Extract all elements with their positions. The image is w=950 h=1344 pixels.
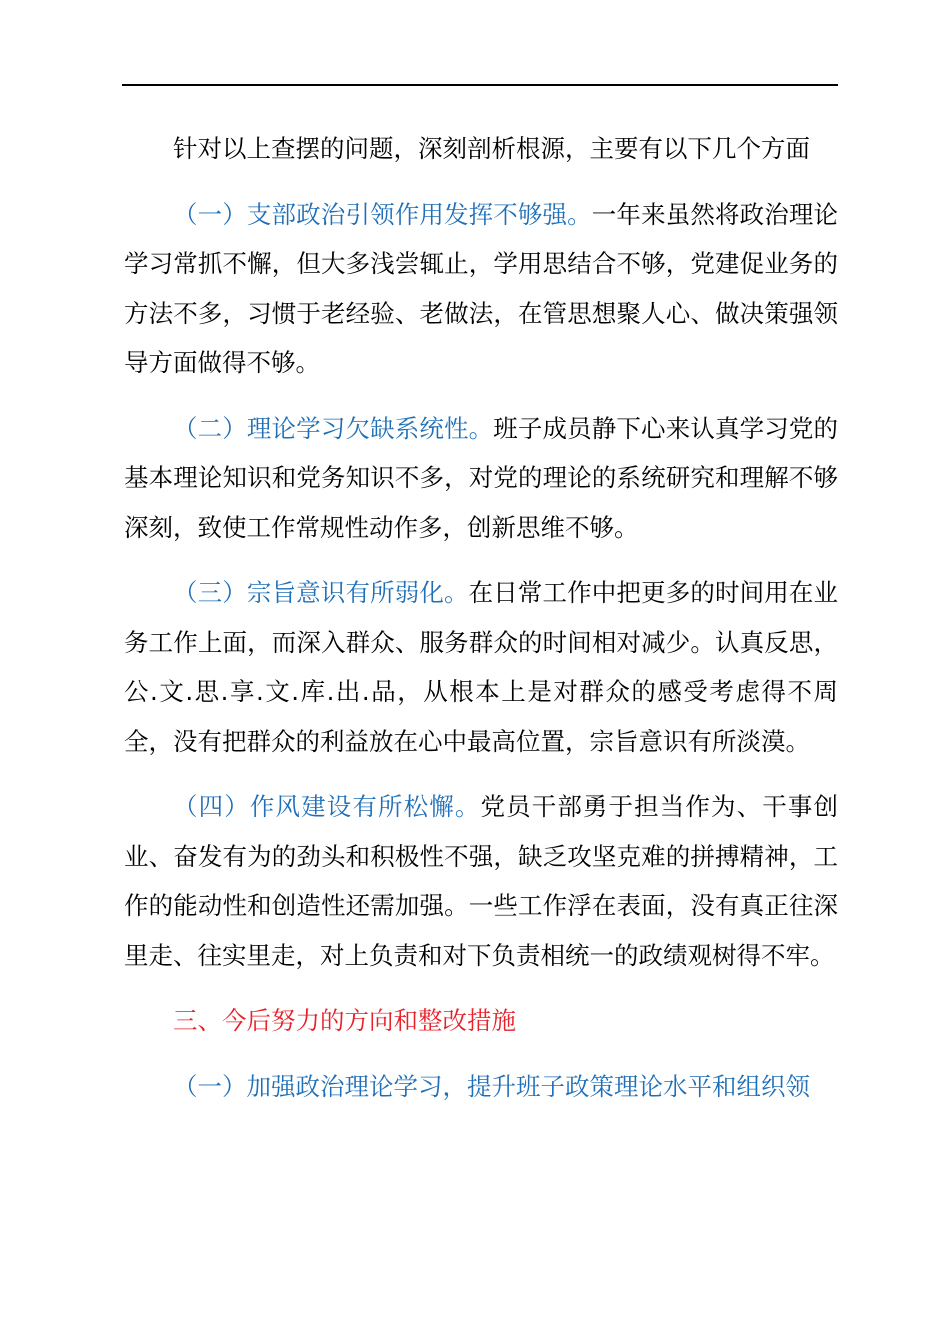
- section-1-heading: （一）支部政治引领作用发挥不够强。: [173, 199, 592, 229]
- section-4-body: 党员干部勇于担当作为、干事创业、奋发有为的劲头和积极性不强，缺乏攻坚克难的拼搏精神，工作的能动性和创造性还需加强。一些工作浮在表面，没有真正往深里走、往实里走，对上负责和对下负责相统一的政绩观树得不牢。: [124, 792, 839, 970]
- section-4-paragraph: [124, 782, 838, 980]
- intro-text: 针对以上查摆的问题，深刻剖析根源，主要有以下几个方面: [173, 134, 810, 163]
- header-rule: [122, 84, 838, 86]
- section-3-body: 在日常工作中把更多的时间用在业务工作上面，而深入群众、服务群众的时间相对减少。认真反思，公.文.思.享.文.库.出.品，从根本上是对群众的感受考虑得不周全，没有把群众的利益放在心中最高位置，宗旨意识有所淡漠。: [124, 578, 839, 756]
- section-3-heading: （三）宗旨意识有所弱化。: [173, 578, 469, 607]
- section-4-heading: （四）作风建设有所松懈。: [173, 792, 481, 821]
- section-1-body: 一年来虽然将政治理论学习常抓不懈，但大多浅尝辄止，学用思结合不够，党建促业务的方法不多，习惯于老经验、老做法，在管思想聚人心、做决策强领导方面做得不够。: [124, 199, 839, 377]
- intro-paragraph: [124, 124, 838, 174]
- chapter-three-heading: 三、今后努力的方向和整改措施: [173, 1006, 516, 1035]
- chapter-three-subheading: （一）加强政治理论学习，提升班子政策理论水平和组织领: [173, 1071, 810, 1101]
- section-3-paragraph: [124, 568, 838, 766]
- section-2-paragraph: [124, 404, 838, 553]
- section-1-paragraph: [124, 190, 838, 388]
- document-body: [124, 124, 838, 1127]
- section-2-heading: （二）理论学习欠缺系统性。: [173, 413, 494, 443]
- section-2-body: 班子成员静下心来认真学习党的基本理论知识和党务知识不多，对党的理论的系统研究和理解不够深刻，致使工作常规性动作多，创新思维不够。: [124, 413, 838, 542]
